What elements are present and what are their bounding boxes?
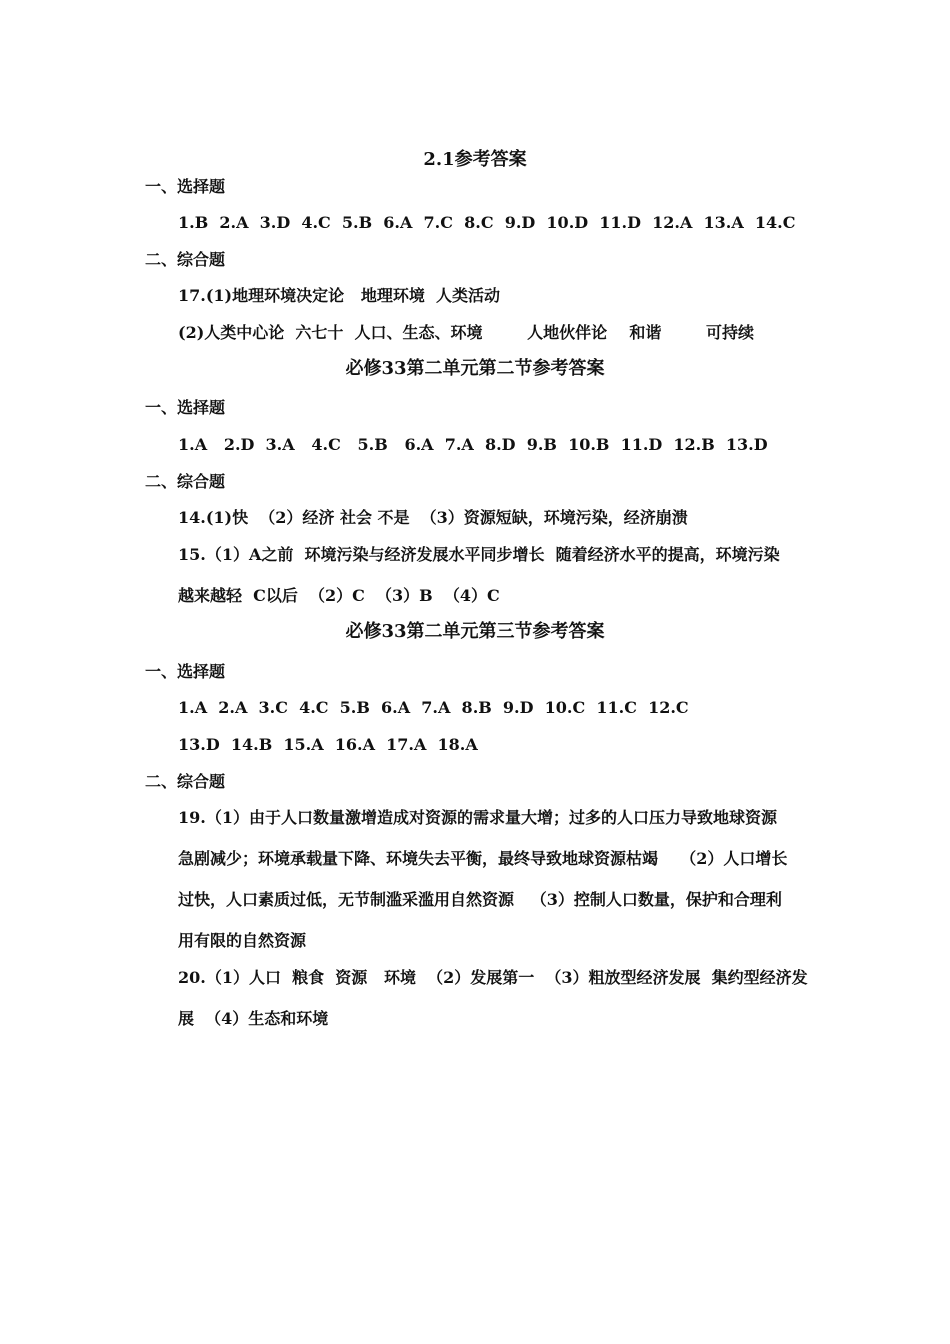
section1-title: 2.1参考答案 [423, 149, 527, 170]
section3-title: 必修33第二单元第三节参考答案 [345, 621, 605, 642]
section3-comprehensive-heading: 二、综合题 [145, 772, 226, 791]
section2-q14: 14.(1)快 （2）经济 社会 不是 （3）资源短缺，环境污染，经济崩溃 [178, 508, 688, 527]
section3-q19-line3: 过快，人口素质过低，无节制滥采滥用自然资源 （3）控制人口数量，保护和合理利 [178, 890, 782, 909]
section3-q19-line4: 用有限的自然资源 [178, 931, 307, 950]
section1-choice-answers: 1.B 2.A 3.D 4.C 5.B 6.A 7.C 8.C 9.D 10.D 11.D 12.A 13.A 14.C [178, 213, 796, 232]
section1-comprehensive-heading: 二、综合题 [145, 250, 226, 269]
section2-comprehensive-heading: 二、综合题 [145, 472, 226, 491]
section3-q19-line2: 急剧减少；环境承载量下降、环境失去平衡，最终导致地球资源枯竭 （2）人口增长 [178, 849, 788, 868]
section2-choice-answers: 1.A 2.D 3.A 4.C 5.B 6.A 7.A 8.D 9.B 10.B 11.D 12.B 13.D [178, 435, 768, 454]
section1-q17-line1: 17.(1)地理环境决定论 地理环境 人类活动 [178, 286, 500, 305]
section3-q20-line1: 20.（1）人口 粮食 资源 环境 （2）发展第一 （3）粗放型经济发展 集约型经济发 [178, 968, 808, 987]
section1-choice-heading: 一、选择题 [145, 177, 226, 196]
section2-q15-line1: 15.（1）A之前 环境污染与经济发展水平同步增长 随着经济水平的提高，环境污染 [178, 545, 780, 564]
section2-choice-heading: 一、选择题 [145, 398, 226, 417]
section1-q17-line2: (2)人类中心论 六七十 人口、生态、环境 人地伙伴论 和谐 可持续 [178, 323, 754, 342]
section3-choice-heading: 一、选择题 [145, 662, 226, 681]
section3-choice-answers-line1: 1.A 2.A 3.C 4.C 5.B 6.A 7.A 8.B 9.D 10.C 11.C 12.C [178, 698, 689, 717]
section3-q19-line1: 19.（1）由于人口数量激增造成对资源的需求量大增；过多的人口压力导致地球资源 [178, 808, 777, 827]
section3-q20-line2: 展 （4）生态和环境 [178, 1009, 329, 1028]
section2-title: 必修33第二单元第二节参考答案 [345, 358, 605, 379]
section2-q15-line2: 越来越轻 C以后 （2）C （3）B （4）C [178, 586, 500, 605]
section3-choice-answers-line2: 13.D 14.B 15.A 16.A 17.A 18.A [178, 735, 478, 754]
